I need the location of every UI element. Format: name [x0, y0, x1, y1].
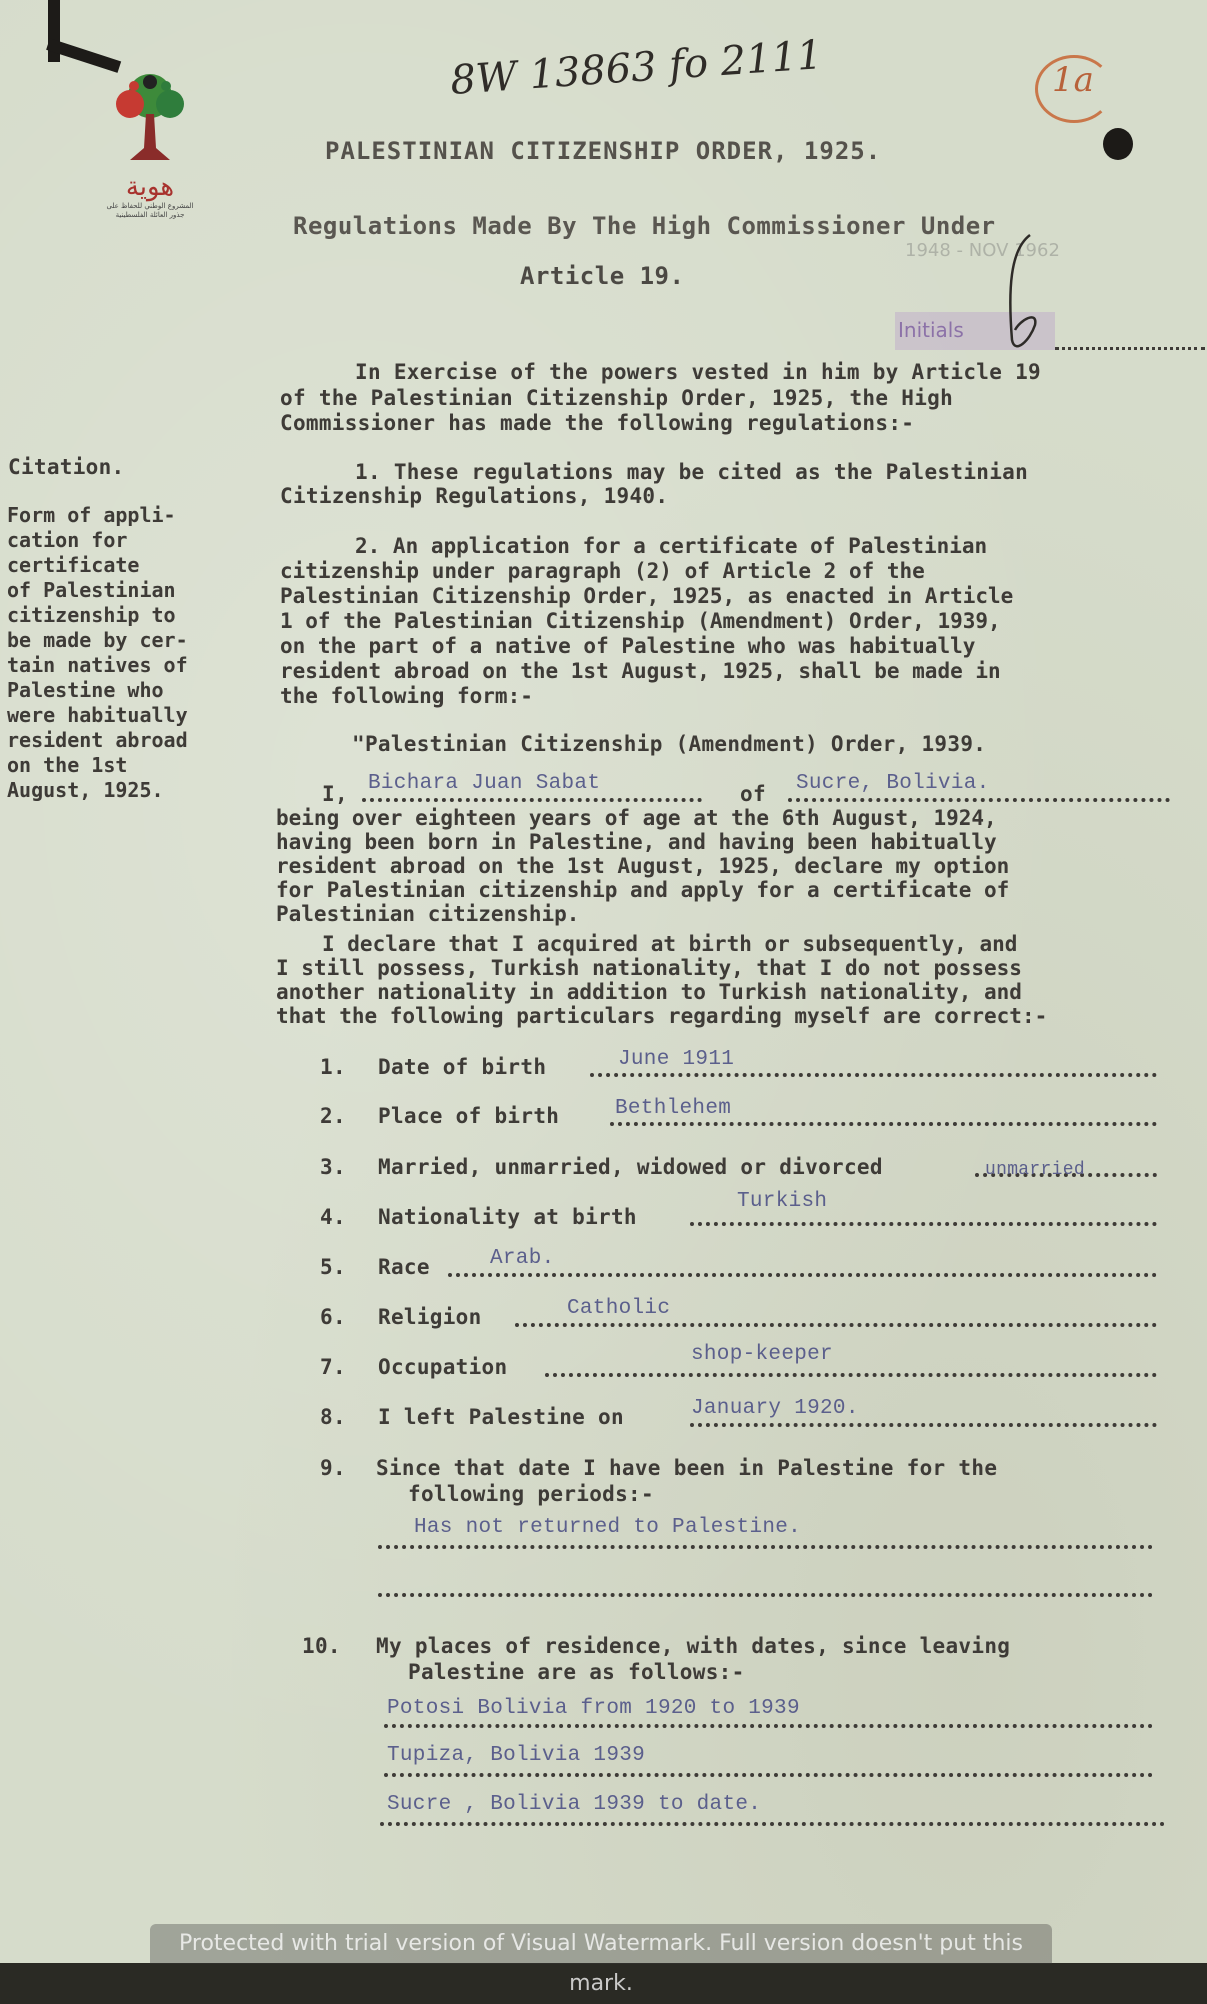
logo-caption-2: جذور العائلة الفلسطينية	[115, 211, 185, 219]
document-page: هوية المشروع الوطني للحفاظ على جذور العائلة الفلسطينية 8W 13863 fo 2111 1a PALESTINIAN CITIZENSHIP ORDER, 1925. Regulations Made By The High Commissioner Under Article 19. 1948 - NOV 1962 Initials In Exercise of the powers vested in him by Article 19 of the Palestinian Citizenship Order, 1925, the High Commissioner has made the following regulations:- Citation. Form of appli- cation for certificate of Palestinian citizenship to be made by cer- tain natives of Palestine who were habitually resident abroad on the 1st August, 1925. 1. These regulations may be cited as the Palestinian Citizenship Regulations, 1940. 2. An application for a certificate of Palestinian citizenship under paragraph (2) of Article 2 of the Palestinian Citizenship Order, 1925, as enacted in Article 1 of the Palestinian Citizenship (Amendment) Order, 1939, on the part of a native of Palestine who was habitually resident abroad on the 1st August, 1925, shall be made in the following form:- "Palestinian Citizenship (Amendment) Order, 1939. I, Bichara Juan Sabat of Sucre, Bolivia. being over eighteen years of age at the 6th August, 1924, having been born in Palestine, and having been habitually resident abroad on the 1st August, 1925, declare my option for Palestinian citizenship and apply for a certificate of Palestinian citizenship. I declare that I acquired at birth or subsequently, and I still possess, Turkish nationality, that I do not possess another nationality in addition to Turkish nationality, and that the following particulars regarding myself are correct:- 1. Date of birth June 1911 2. Place of birth Bethlehem 3. Married, unmarried, widowed or divorced unmarried 4. Nationality at birth Turkish 5. Race Arab. 6. Religion Catholic 7. Occupation shop-keeper 8. I left Palestine on January 1920. 9. Since that date I have been in Palestine for the following periods:- Has not returned to Palestine. 10. My places of residence, with dates, since leaving Palestine are as follows:- Potosi Bolivia from 1920 to 1939 Tupiza, Bolivia 1939 Sucre , Bolivia 1939 to date. Protected with trial version of Visual Watermark. Full version doesn't put this mark.	[0, 0, 1207, 1963]
declaration-1: being over eighteen years of age at the 6th August, 1924, having been born in Palestine, and having been habitually resident abroad on the 1st August, 1925, declare my option for Palestinian citizenship and apply for a certificate of Palestinian citizenship.	[276, 806, 1010, 926]
residence-3: Sucre , Bolivia 1939 to date.	[387, 1793, 762, 1816]
intro-line-1: In Exercise of the powers vested in him by Article 19	[355, 360, 1041, 384]
stamp-initials: Initials	[898, 318, 964, 342]
date-of-birth-value: June 1911	[618, 1048, 735, 1071]
place-of-birth-value: Bethlehem	[615, 1097, 732, 1120]
marital-status-value: unmarried	[985, 1160, 1085, 1180]
religion-value: Catholic	[567, 1297, 671, 1320]
margin-form-note: Form of appli- cation for certificate of Palestinian citizenship to be made by cer- tain natives of Palestine who were habitually resident abroad on the 1st August, 1925.	[7, 503, 188, 802]
form-heading: "Palestinian Citizenship (Amendment) Order, 1939.	[352, 732, 987, 756]
signature-mark	[990, 230, 1060, 360]
applicant-name: Bichara Juan Sabat	[368, 772, 601, 795]
margin-citation: Citation.	[8, 455, 125, 479]
handwritten-reference: 8W 13863 fo 2111	[448, 32, 824, 104]
applicant-place: Sucre, Bolivia.	[796, 772, 990, 795]
faint-stamp-text: 1948 - NOV 1962	[905, 240, 1060, 261]
place-dotted-line	[788, 798, 1170, 802]
of-word: of	[740, 782, 766, 806]
departure-date-value: January 1920.	[691, 1397, 859, 1420]
logo-wordmark: هوية	[125, 172, 175, 202]
punch-hole	[1103, 128, 1133, 160]
subtitle-line-2: Article 19.	[520, 262, 685, 290]
race-value: Arab.	[490, 1247, 555, 1270]
residence-2: Tupiza, Bolivia 1939	[387, 1744, 646, 1767]
periods-in-palestine-value: Has not returned to Palestine.	[414, 1516, 802, 1539]
declaration-2: I declare that I acquired at birth or subsequently, and I still possess, Turkish nationality, that I do not possess another nationality in addition to Turkish nationality, and that the following particulars regarding myself are correct:-	[276, 932, 1048, 1028]
folio-mark: 1a	[1052, 60, 1094, 100]
name-dotted-line	[362, 798, 702, 802]
subtitle-line-1: Regulations Made By The High Commissioner Under	[293, 212, 996, 240]
tree-logo-icon	[100, 68, 200, 168]
trial-watermark: Protected with trial version of Visual Watermark. Full version doesn't put this mark.	[150, 1924, 1052, 1964]
residence-1: Potosi Bolivia from 1920 to 1939	[387, 1697, 800, 1720]
initials-dotted-line	[1055, 347, 1205, 350]
nationality-value: Turkish	[737, 1190, 828, 1213]
document-title: PALESTINIAN CITIZENSHIP ORDER, 1925.	[325, 137, 882, 165]
intro-line-2: of the Palestinian Citizenship Order, 1925, the High	[280, 386, 954, 410]
para2-block: 2. An application for a certificate of Palestinian citizenship under paragraph (2) of Article 2 of the Palestinian Citizenship Order, 1925, as enacted in Article 1 of the Palestinian Citizenship (Amendment) Order, 1939, on the part of a native of Palestine who was habitually resident abroad on the 1st August, 1925, shall be made in the following form:-	[280, 534, 1014, 708]
para1-line-1: 1. These regulations may be cited as the Palestinian	[355, 460, 1029, 484]
hawiya-logo	[100, 68, 200, 238]
para1-line-2: Citizenship Regulations, 1940.	[280, 484, 669, 508]
i-prefix: I,	[322, 782, 348, 806]
logo-caption-1: المشروع الوطني للحفاظ على	[106, 202, 194, 210]
occupation-value: shop-keeper	[691, 1343, 833, 1366]
intro-line-3: Commissioner has made the following regulations:-	[280, 411, 915, 435]
